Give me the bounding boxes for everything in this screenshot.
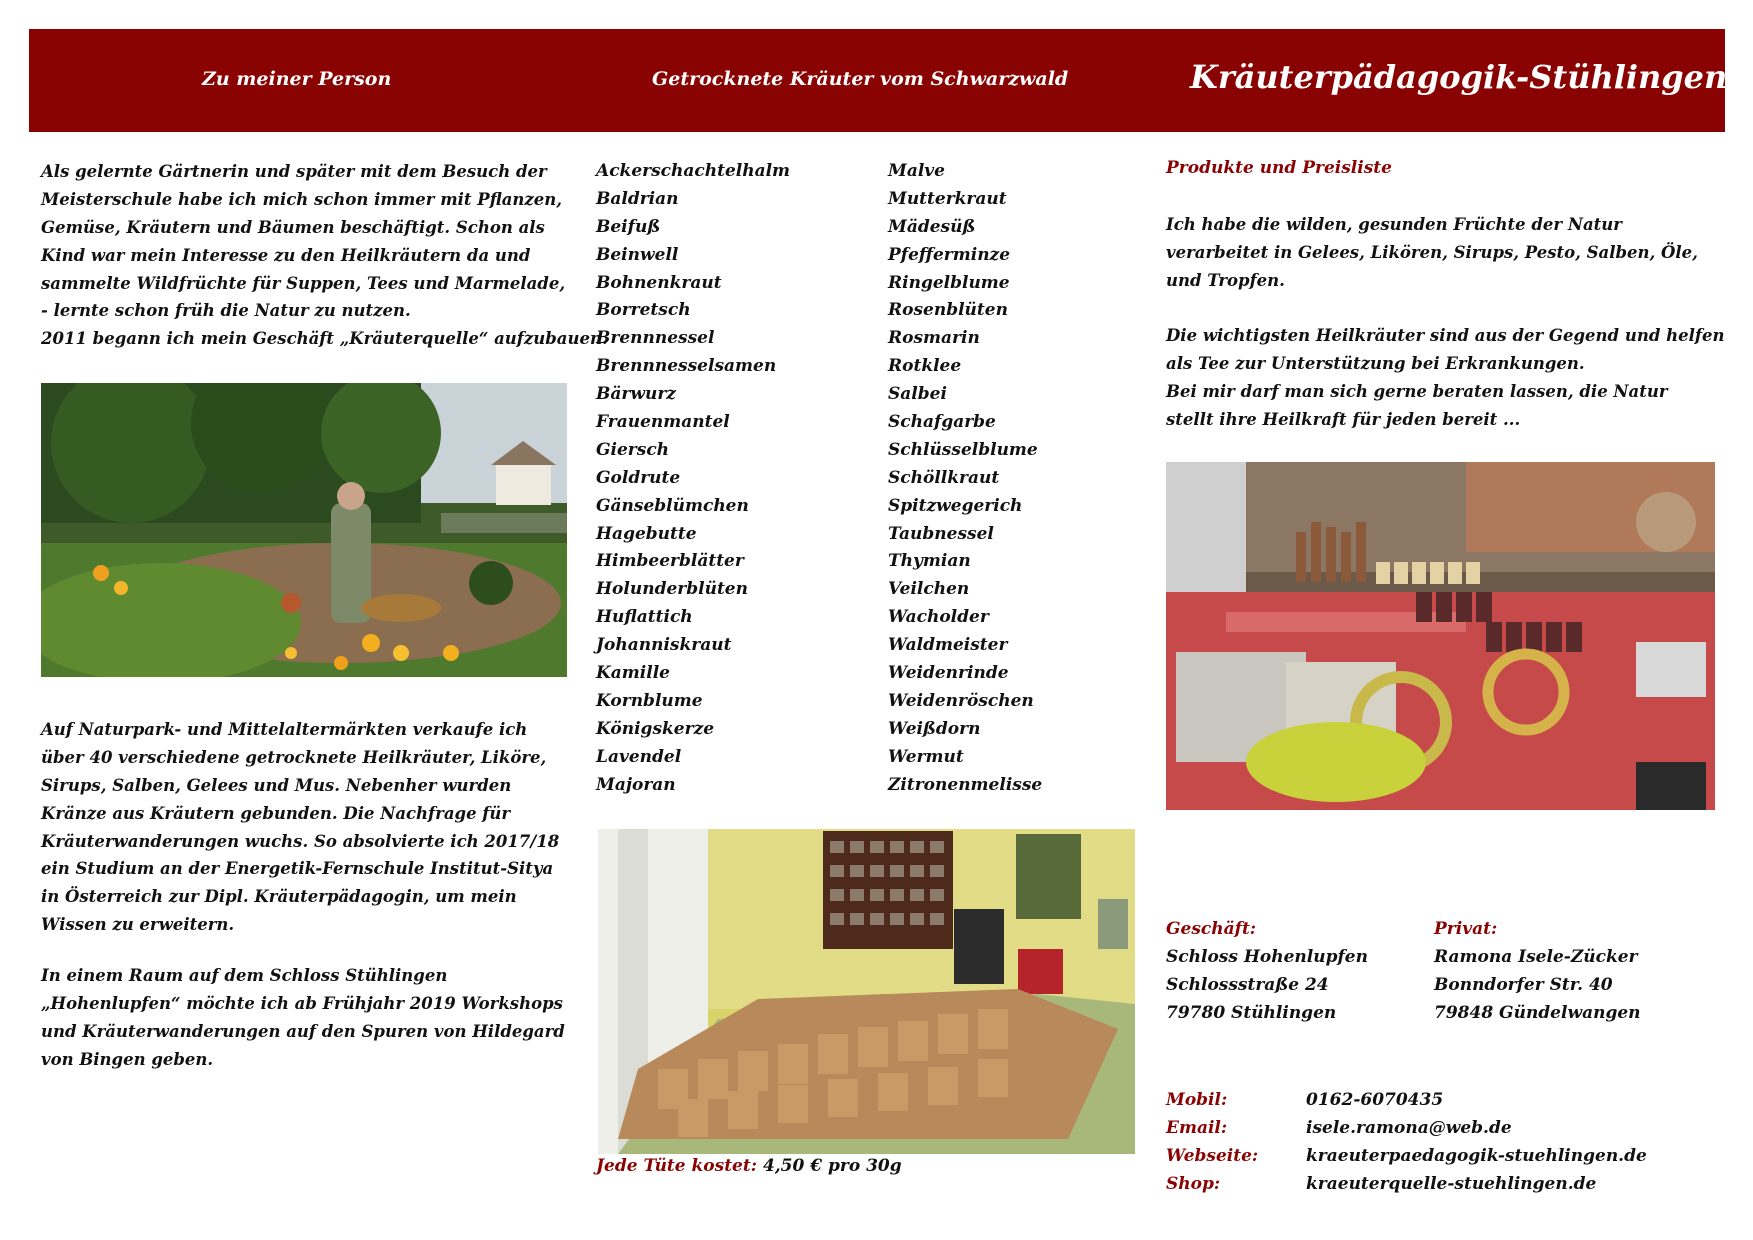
left-section-title: Zu meiner Person bbox=[202, 68, 392, 90]
text-line: „Hohenlupfen“ möchte ich ab Frühjahr 2019 Workshops bbox=[41, 993, 563, 1013]
workshop-text bbox=[41, 962, 565, 1074]
market-text bbox=[41, 716, 559, 939]
text-line: verarbeitet in Gelees, Likören, Sirups, Pesto, Salben, Öle, bbox=[1166, 242, 1698, 262]
herb-item: Schöllkraut bbox=[888, 467, 1000, 488]
contact-label: Webseite: bbox=[1166, 1146, 1259, 1166]
herb-item: Weidenrinde bbox=[888, 663, 1009, 684]
text-line: Kräuterwanderungen wuchs. So absolvierte ich 2017/18 bbox=[41, 831, 560, 851]
herb-item: Beifuß bbox=[596, 216, 661, 237]
herb-item: Mädesüß bbox=[888, 216, 976, 237]
garden-photo bbox=[41, 383, 567, 677]
herb-item: Spitzwegerich bbox=[888, 495, 1023, 516]
herb-item: Malve bbox=[888, 161, 945, 181]
herb-item: Beinwell bbox=[596, 244, 679, 265]
text-line: - lernte schon früh die Natur zu nutzen. bbox=[41, 301, 411, 321]
herb-list-col1 bbox=[596, 158, 790, 799]
herb-item: Bohnenkraut bbox=[596, 272, 722, 293]
herb-item: Borretsch bbox=[596, 300, 691, 321]
text-line: 2011 begann ich mein Geschäft „Kräuterquelle“ aufzubauen. bbox=[41, 329, 608, 349]
address-line: Schloss Hohenlupfen bbox=[1166, 946, 1368, 967]
herb-item: Brennnesselsamen bbox=[596, 356, 777, 377]
private-heading: Privat: bbox=[1434, 919, 1498, 939]
business-address bbox=[1166, 916, 1368, 1028]
text-line: Wissen zu erweitern. bbox=[41, 915, 235, 935]
text-line: Kränze aus Kräutern gebunden. Die Nachfrage für bbox=[41, 803, 511, 823]
herb-item: Giersch bbox=[596, 439, 670, 460]
address-line: 79848 Gündelwangen bbox=[1434, 1002, 1641, 1023]
herb-item: Himbeerblätter bbox=[596, 551, 744, 572]
shop-link[interactable]: kraeuterquelle-stuehlingen.de bbox=[1306, 1174, 1597, 1194]
text-line: in Österreich zur Dipl. Kräuterpädagogin, um mein bbox=[41, 887, 517, 907]
address-line: Schlossstraße 24 bbox=[1166, 974, 1329, 995]
herb-item: Waldmeister bbox=[888, 635, 1008, 656]
herb-item: Zitronenmelisse bbox=[888, 774, 1043, 795]
address-line: 79780 Stühlingen bbox=[1166, 1002, 1337, 1023]
herb-item: Weidenröschen bbox=[888, 690, 1034, 711]
herb-item: Gänseblümchen bbox=[596, 495, 749, 516]
herb-item: Wacholder bbox=[888, 607, 989, 628]
private-address bbox=[1434, 916, 1641, 1028]
herb-item: Majoran bbox=[596, 774, 676, 795]
herb-item: Kornblume bbox=[596, 690, 703, 711]
text-line: In einem Raum auf dem Schloss Stühlingen bbox=[41, 966, 448, 985]
text-line: Kind war mein Interesse zu den Heilkräutern da und bbox=[41, 245, 531, 265]
herb-item: Weißdorn bbox=[888, 718, 981, 739]
herb-item: Kamille bbox=[596, 663, 670, 684]
products-heading: Produkte und Preisliste bbox=[1166, 158, 1392, 178]
herb-item: Pfefferminze bbox=[888, 244, 1011, 265]
herb-item: Lavendel bbox=[596, 746, 682, 767]
herb-item: Rotklee bbox=[888, 356, 962, 377]
contact-label: Shop: bbox=[1166, 1174, 1221, 1194]
email-link[interactable]: isele.ramona@web.de bbox=[1306, 1118, 1512, 1138]
herb-item: Hagebutte bbox=[596, 523, 697, 544]
text-line: als Tee zur Unterstützung bei Erkrankungen. bbox=[1166, 353, 1585, 373]
text-line: Sirups, Salben, Gelees und Mus. Nebenher wurden bbox=[41, 775, 512, 795]
text-line: Die wichtigsten Heilkräuter sind aus der Gegend und helfen bbox=[1166, 326, 1725, 345]
text-line: über 40 verschiedene getrocknete Heilkräuter, Liköre, bbox=[41, 747, 547, 767]
herb-item: Ringelblume bbox=[888, 272, 1010, 293]
herb-item: Königskerze bbox=[596, 718, 715, 739]
contact-label: Email: bbox=[1166, 1118, 1228, 1138]
herb-item: Mutterkraut bbox=[888, 188, 1007, 209]
contact-shop bbox=[1166, 1170, 1596, 1198]
text-line: Als gelernte Gärtnerin und später mit dem Besuch der bbox=[41, 162, 547, 181]
contact-website bbox=[1166, 1142, 1647, 1170]
herb-item: Brennnessel bbox=[596, 328, 715, 349]
herbs-info-text bbox=[1166, 322, 1724, 434]
contact-label: Mobil: bbox=[1166, 1090, 1228, 1110]
business-heading: Geschäft: bbox=[1166, 919, 1257, 939]
herb-item: Wermut bbox=[888, 746, 964, 767]
herb-item: Schlüsselblume bbox=[888, 439, 1038, 460]
price-value: 4,50 € pro 30g bbox=[762, 1156, 902, 1176]
herb-item: Rosenblüten bbox=[888, 300, 1008, 321]
tea-bags-photo bbox=[598, 829, 1135, 1154]
herb-item: Taubnessel bbox=[888, 523, 994, 544]
text-line: Bei mir darf man sich gerne beraten lassen, die Natur bbox=[1166, 381, 1668, 401]
products-text bbox=[1166, 211, 1698, 295]
contact-email bbox=[1166, 1114, 1512, 1142]
center-section-title: Getrocknete Kräuter vom Schwarzwald bbox=[652, 68, 1069, 90]
herb-list-col2 bbox=[888, 158, 1042, 799]
text-line: Meisterschule habe ich mich schon immer mit Pflanzen, bbox=[41, 189, 562, 209]
text-line: Gemüse, Kräutern und Bäumen beschäftigt. Schon als bbox=[41, 217, 545, 237]
text-line: ein Studium an der Energetik-Fernschule Institut-Sitya bbox=[41, 859, 554, 879]
website-link[interactable]: kraeuterpaedagogik-stuehlingen.de bbox=[1306, 1146, 1647, 1166]
herb-item: Veilchen bbox=[888, 579, 970, 600]
herb-item: Johanniskraut bbox=[596, 635, 732, 656]
address-line: Ramona Isele-Zücker bbox=[1434, 946, 1638, 967]
herb-item: Ackerschachtelhalm bbox=[596, 161, 791, 181]
herb-item: Bärwurz bbox=[596, 384, 676, 405]
herb-item: Salbei bbox=[888, 384, 947, 405]
price-label: Jede Tüte kostet: bbox=[596, 1156, 758, 1176]
text-line: von Bingen geben. bbox=[41, 1049, 214, 1069]
contact-value[interactable]: 0162-6070435 bbox=[1306, 1090, 1444, 1110]
market-stand-photo bbox=[1166, 462, 1715, 810]
herb-item: Baldrian bbox=[596, 188, 679, 209]
address-line: Bonndorfer Str. 40 bbox=[1434, 974, 1613, 995]
text-line: sammelte Wildfrüchte für Suppen, Tees und Marmelade, bbox=[41, 273, 566, 293]
contact-mobile bbox=[1166, 1086, 1443, 1114]
brand-title: Kräuterpädagogik-Stühlingen bbox=[1190, 58, 1728, 96]
herb-item: Huflattich bbox=[596, 607, 693, 628]
text-line: Auf Naturpark- und Mittelaltermärkten verkaufe ich bbox=[41, 720, 528, 739]
text-line: Ich habe die wilden, gesunden Früchte der Natur bbox=[1166, 215, 1622, 234]
intro-text bbox=[41, 158, 608, 353]
herb-item: Holunderblüten bbox=[596, 579, 748, 600]
herb-item: Rosmarin bbox=[888, 328, 980, 349]
herb-item: Frauenmantel bbox=[596, 412, 730, 433]
price-caption bbox=[596, 1156, 902, 1176]
text-line: und Kräuterwanderungen auf den Spuren von Hildegard bbox=[41, 1021, 565, 1041]
text-line: und Tropfen. bbox=[1166, 270, 1285, 290]
herb-item: Goldrute bbox=[596, 467, 681, 488]
text-line: stellt ihre Heilkraft für jeden bereit ... bbox=[1166, 409, 1521, 429]
herb-item: Schafgarbe bbox=[888, 412, 996, 433]
herb-item: Thymian bbox=[888, 551, 971, 572]
